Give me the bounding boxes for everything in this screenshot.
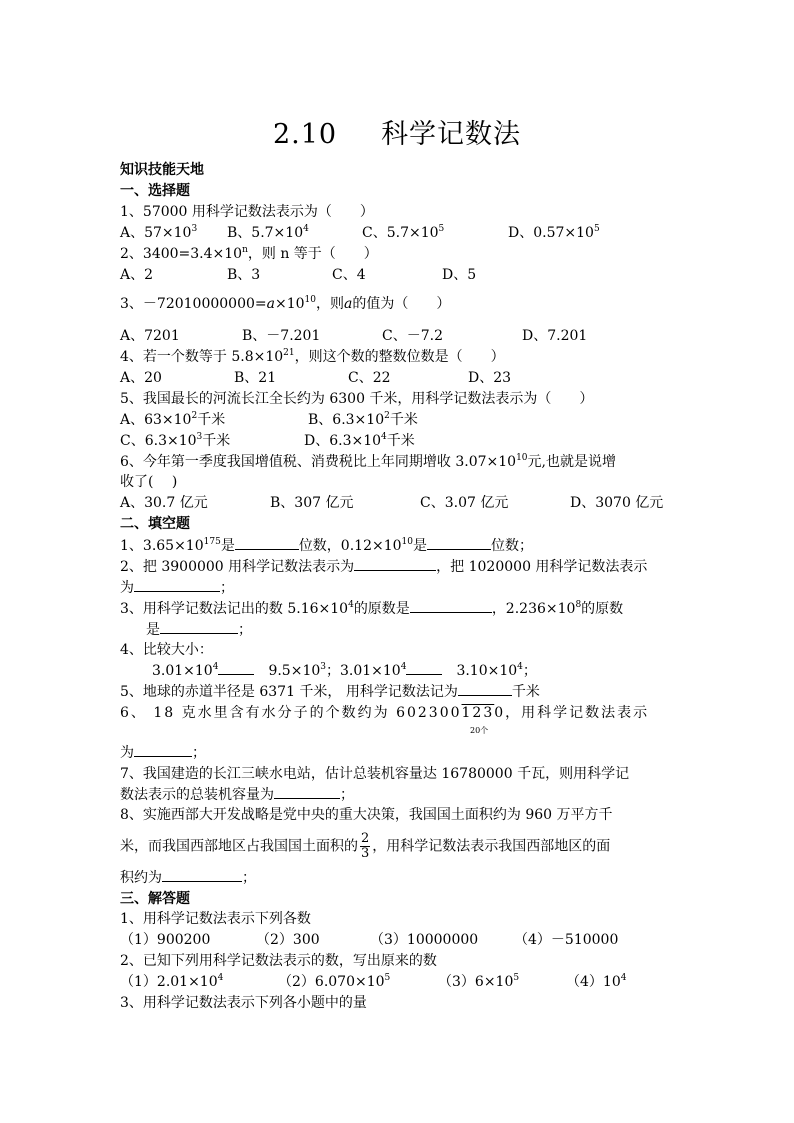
answer-blank[interactable] <box>410 598 492 613</box>
option-d: D、3070 亿元 <box>570 495 664 511</box>
option-b: B、21 <box>234 370 277 386</box>
p2-q6: 6、 18 克水里含有水分子的个数约为 6023001230，用科学记数法表示 <box>120 705 650 721</box>
option-c: C、$5.7\times 10^5$ <box>362 224 445 241</box>
p2-q1: 1、$3.65\times 10^{175}$是 位数，$0.12\times 10^{10}$是 位数； <box>120 537 533 554</box>
answer-blank[interactable] <box>162 867 242 882</box>
answer-blank[interactable] <box>218 660 254 675</box>
part2-heading: 二、填空题 <box>120 516 190 532</box>
part1-heading: 一、选择题 <box>120 183 190 199</box>
option-c: C、4 <box>332 267 366 283</box>
option-b: B、$5.7\times 10^4$ <box>227 224 309 241</box>
p1-q5-stem: 5、我国最长的河流长江全长约为 6300 千米，用科学记数法表示为（ ） <box>120 391 594 407</box>
option-b: B、307 亿元 <box>270 495 354 511</box>
item-3: $(3)6\times 10^5$ <box>438 973 520 990</box>
p2-q6-line2: 为 ； <box>120 742 206 763</box>
option-d: D、$0.57\times 10^5$ <box>508 224 600 241</box>
option-a: A、20 <box>120 370 162 386</box>
answer-blank[interactable] <box>235 535 299 550</box>
answer-blank[interactable] <box>274 784 340 799</box>
answer-blank[interactable] <box>354 556 436 571</box>
fraction-two-thirds: $\frac{2}{3}$ <box>361 831 370 861</box>
option-c: C、3.07 亿元 <box>420 495 509 511</box>
item-3: （3）10000000 <box>370 932 479 948</box>
item-2: $(2)6.070\times 10^5$ <box>278 973 391 990</box>
item-2: （2）300 <box>256 932 320 948</box>
option-b: B、3 <box>227 267 261 283</box>
p2-q8: 8、实施西部大开发战略是党中央的重大决策，我国国土面积约为 960 万平方千 <box>120 807 613 823</box>
option-c: C、－7.2 <box>382 328 443 344</box>
p3-q2-stem: 2、已知下列用科学记数法表示的数，写出原来的数 <box>120 953 437 969</box>
answer-blank[interactable] <box>134 742 192 757</box>
p2-q3-line2: 是 ； <box>146 619 252 640</box>
p2-q2-line2: 为 ； <box>120 577 234 598</box>
p1-q1-stem: 1、57000 用科学记数法表示为（ ） <box>120 204 374 220</box>
title-text: 科学记数法 <box>381 119 522 150</box>
option-b: B、－7.201 <box>242 328 321 344</box>
p1-q6-stem: 6、今年第一季度我国增值税、消费税比上年同期增收 $3.07\times 10^{10}$元,也就是说增 <box>120 453 616 470</box>
p1-q4-stem: 4、若一个数等于 $5.8\times 10^{21}$，则这个数的整数位数是（ ） <box>120 348 505 365</box>
p2-q7: 7、我国建造的长江三峡水电站，估计总装机容量达 16780000 千瓦，则用科学记 <box>120 766 630 782</box>
option-d: D、7.201 <box>522 328 588 344</box>
page-title <box>0 112 794 151</box>
p2-q2: 2、把 3900000 用科学记数法表示为 ，把 1020000 用科学记数法表示 <box>120 556 647 577</box>
p2-q3: 3、用科学记数法记出的数 $5.16\times 10^4$的原数是 ，$2.236\times 10^8$的原数 <box>120 600 624 617</box>
item-1: $(1)2.01\times 10^4$ <box>120 973 224 990</box>
option-d: D、23 <box>468 370 512 386</box>
p2-q5: 5、地球的赤道半径是 6371 千米， 用科学记数法记为 千米 <box>120 681 540 702</box>
p2-q8-line2: 米，而我国西部地区占我国国土面积的 $\frac{2}{3}$ ，用科学记数法表示我国西部地区的面 <box>120 831 611 861</box>
p2-q8-line3: 积约为 ； <box>120 867 256 888</box>
p2-q4-stem: 4、比较大小： <box>120 642 213 658</box>
p2-q4-compare: $3.01\times 10^4$ $9.5\times 10^3$；$3.01\times 10^4$ $3.10\times 10^4$； <box>152 662 537 679</box>
item-1: （1）900200 <box>120 932 211 948</box>
p3-q3-stem: 3、用科学记数法表示下列各小题中的量 <box>120 995 367 1011</box>
answer-blank[interactable] <box>427 535 491 550</box>
p1-q3-stem: 3、$-72010000000=a\times 10^{10}$，则a的值为（ ） <box>120 295 451 312</box>
option-a: A、$57\times 10^3$ <box>120 224 198 241</box>
p1-q6-stem-line2: 收了( ) <box>120 474 178 490</box>
digit-count-label: 20个 <box>470 726 489 735</box>
answer-blank[interactable] <box>134 577 220 592</box>
option-c: C、$6.3\times 10^3$千米 <box>120 432 231 449</box>
answer-blank[interactable] <box>160 619 238 634</box>
section-header: 知识技能天地 <box>120 162 204 178</box>
section-number: 2.10 <box>272 119 338 150</box>
option-a: A、2 <box>120 267 154 283</box>
option-d: D、$6.3\times 10^4$千米 <box>304 432 415 449</box>
option-a: A、7201 <box>120 328 180 344</box>
p1-q2-stem: 2、$3400=3.4\times 10^n$，则 n 等于（ ） <box>120 245 378 262</box>
answer-blank[interactable] <box>406 660 442 675</box>
option-a: A、$63\times 10^2$千米 <box>120 411 226 428</box>
option-b: B、$6.3\times 10^2$千米 <box>308 411 418 428</box>
answer-blank[interactable] <box>458 681 512 696</box>
overbrace-digits: 123 <box>461 705 495 721</box>
item-4: $(4)10^4$ <box>566 973 627 990</box>
option-c: C、22 <box>348 370 391 386</box>
part3-heading: 三、解答题 <box>120 891 190 907</box>
option-d: D、5 <box>442 267 477 283</box>
option-a: A、30.7 亿元 <box>120 495 208 511</box>
item-4: （4）－510000 <box>514 932 619 948</box>
p2-q7-line2: 数法表示的总装机容量为 ； <box>120 784 354 805</box>
p3-q1-stem: 1、用科学记数法表示下列各数 <box>120 911 311 927</box>
